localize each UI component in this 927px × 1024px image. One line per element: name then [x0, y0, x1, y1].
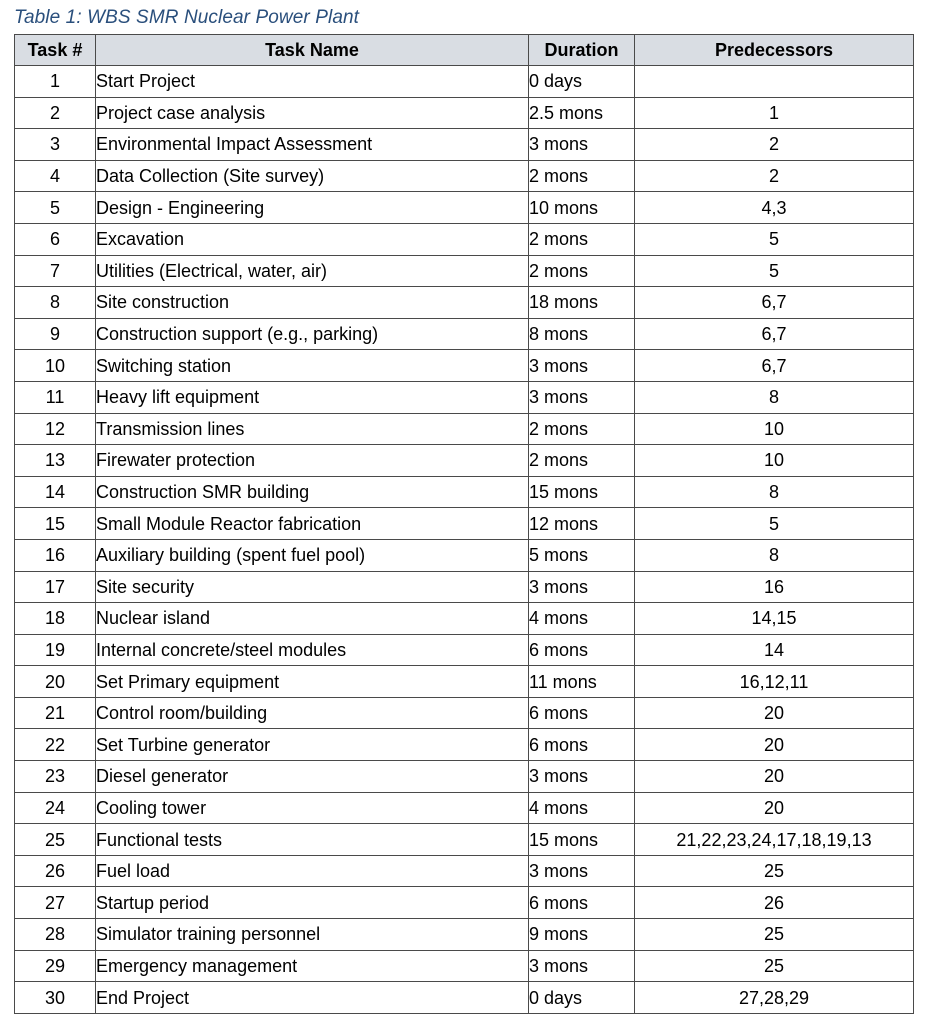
task-name-cell: Data Collection (Site survey) — [96, 160, 529, 192]
predecessors-cell — [635, 66, 914, 98]
header-task-name: Task Name — [96, 35, 529, 66]
duration-cell: 12 mons — [529, 508, 635, 540]
predecessors-cell: 5 — [635, 508, 914, 540]
duration-cell: 15 mons — [529, 476, 635, 508]
table-caption: Table 1: WBS SMR Nuclear Power Plant — [14, 7, 360, 28]
task-number-cell: 9 — [15, 318, 96, 350]
table-row — [15, 792, 914, 824]
header-predecessors: Predecessors — [635, 35, 914, 66]
task-name-cell: Switching station — [96, 350, 529, 382]
task-number-cell: 13 — [15, 445, 96, 477]
header-task-number: Task # — [15, 35, 96, 66]
task-number-cell: 26 — [15, 855, 96, 887]
duration-cell: 9 mons — [529, 919, 635, 951]
table-row — [15, 603, 914, 635]
task-name-cell: Set Primary equipment — [96, 666, 529, 698]
task-number-cell: 15 — [15, 508, 96, 540]
duration-cell: 2 mons — [529, 160, 635, 192]
task-name-cell: Nuclear island — [96, 603, 529, 635]
table-row — [15, 887, 914, 919]
task-name-cell: Diesel generator — [96, 761, 529, 793]
task-number-cell: 22 — [15, 729, 96, 761]
predecessors-cell: 14 — [635, 634, 914, 666]
task-number-cell: 1 — [15, 66, 96, 98]
duration-cell: 3 mons — [529, 950, 635, 982]
predecessors-cell: 14,15 — [635, 603, 914, 635]
table-row — [15, 445, 914, 477]
table-body — [15, 66, 914, 1014]
duration-cell: 3 mons — [529, 129, 635, 161]
duration-cell: 3 mons — [529, 855, 635, 887]
table-row — [15, 318, 914, 350]
task-number-cell: 23 — [15, 761, 96, 793]
header-duration: Duration — [529, 35, 635, 66]
task-name-cell: Internal concrete/steel modules — [96, 634, 529, 666]
task-number-cell: 29 — [15, 950, 96, 982]
duration-cell: 6 mons — [529, 887, 635, 919]
duration-cell: 3 mons — [529, 381, 635, 413]
task-number-cell: 8 — [15, 287, 96, 319]
predecessors-cell: 25 — [635, 855, 914, 887]
task-number-cell: 20 — [15, 666, 96, 698]
task-number-cell: 5 — [15, 192, 96, 224]
table-row — [15, 223, 914, 255]
task-number-cell: 17 — [15, 571, 96, 603]
task-name-cell: Design - Engineering — [96, 192, 529, 224]
duration-cell: 11 mons — [529, 666, 635, 698]
task-name-cell: Auxiliary building (spent fuel pool) — [96, 539, 529, 571]
predecessors-cell: 26 — [635, 887, 914, 919]
table-row — [15, 539, 914, 571]
task-name-cell: Set Turbine generator — [96, 729, 529, 761]
task-name-cell: Cooling tower — [96, 792, 529, 824]
duration-cell: 18 mons — [529, 287, 635, 319]
table-row — [15, 855, 914, 887]
predecessors-cell: 25 — [635, 950, 914, 982]
predecessors-cell: 4,3 — [635, 192, 914, 224]
table-row — [15, 982, 914, 1014]
task-name-cell: End Project — [96, 982, 529, 1014]
task-number-cell: 24 — [15, 792, 96, 824]
predecessors-cell: 8 — [635, 381, 914, 413]
duration-cell: 3 mons — [529, 761, 635, 793]
predecessors-cell: 16,12,11 — [635, 666, 914, 698]
table-row — [15, 824, 914, 856]
predecessors-cell: 5 — [635, 255, 914, 287]
table-row — [15, 919, 914, 951]
task-name-cell: Construction support (e.g., parking) — [96, 318, 529, 350]
duration-cell: 6 mons — [529, 697, 635, 729]
predecessors-cell: 10 — [635, 445, 914, 477]
task-number-cell: 18 — [15, 603, 96, 635]
predecessors-cell: 6,7 — [635, 318, 914, 350]
duration-cell: 8 mons — [529, 318, 635, 350]
task-number-cell: 27 — [15, 887, 96, 919]
task-name-cell: Site construction — [96, 287, 529, 319]
predecessors-cell: 8 — [635, 476, 914, 508]
task-number-cell: 25 — [15, 824, 96, 856]
predecessors-cell: 6,7 — [635, 350, 914, 382]
header-row — [15, 35, 914, 66]
table-row — [15, 634, 914, 666]
table-row — [15, 287, 914, 319]
predecessors-cell: 10 — [635, 413, 914, 445]
task-name-cell: Utilities (Electrical, water, air) — [96, 255, 529, 287]
predecessors-cell: 16 — [635, 571, 914, 603]
table-row — [15, 571, 914, 603]
table-row — [15, 729, 914, 761]
duration-cell: 2 mons — [529, 413, 635, 445]
task-number-cell: 6 — [15, 223, 96, 255]
table-row — [15, 761, 914, 793]
table-row — [15, 66, 914, 98]
task-name-cell: Excavation — [96, 223, 529, 255]
task-number-cell: 4 — [15, 160, 96, 192]
task-number-cell: 10 — [15, 350, 96, 382]
task-name-cell: Start Project — [96, 66, 529, 98]
predecessors-cell: 20 — [635, 792, 914, 824]
table-row — [15, 97, 914, 129]
duration-cell: 2.5 mons — [529, 97, 635, 129]
task-name-cell: Startup period — [96, 887, 529, 919]
task-name-cell: Site security — [96, 571, 529, 603]
wbs-table — [14, 34, 914, 1014]
table-row — [15, 129, 914, 161]
predecessors-cell: 2 — [635, 160, 914, 192]
duration-cell: 0 days — [529, 66, 635, 98]
task-name-cell: Small Module Reactor fabrication — [96, 508, 529, 540]
duration-cell: 6 mons — [529, 634, 635, 666]
table-row — [15, 476, 914, 508]
task-name-cell: Fuel load — [96, 855, 529, 887]
predecessors-cell: 20 — [635, 761, 914, 793]
duration-cell: 0 days — [529, 982, 635, 1014]
predecessors-cell: 6,7 — [635, 287, 914, 319]
duration-cell: 4 mons — [529, 603, 635, 635]
task-name-cell: Heavy lift equipment — [96, 381, 529, 413]
predecessors-cell: 5 — [635, 223, 914, 255]
table-row — [15, 666, 914, 698]
duration-cell: 3 mons — [529, 571, 635, 603]
predecessors-cell: 27,28,29 — [635, 982, 914, 1014]
predecessors-cell: 8 — [635, 539, 914, 571]
task-number-cell: 14 — [15, 476, 96, 508]
table-row — [15, 255, 914, 287]
table-row — [15, 697, 914, 729]
task-number-cell: 28 — [15, 919, 96, 951]
duration-cell: 5 mons — [529, 539, 635, 571]
duration-cell: 15 mons — [529, 824, 635, 856]
task-name-cell: Simulator training personnel — [96, 919, 529, 951]
predecessors-cell: 21,22,23,24,17,18,19,13 — [635, 824, 914, 856]
table-row — [15, 950, 914, 982]
table-row — [15, 160, 914, 192]
task-name-cell: Construction SMR building — [96, 476, 529, 508]
task-name-cell: Firewater protection — [96, 445, 529, 477]
predecessors-cell: 20 — [635, 697, 914, 729]
task-number-cell: 3 — [15, 129, 96, 161]
task-name-cell: Project case analysis — [96, 97, 529, 129]
task-number-cell: 19 — [15, 634, 96, 666]
duration-cell: 2 mons — [529, 445, 635, 477]
task-number-cell: 21 — [15, 697, 96, 729]
predecessors-cell: 1 — [635, 97, 914, 129]
duration-cell: 4 mons — [529, 792, 635, 824]
duration-cell: 6 mons — [529, 729, 635, 761]
task-name-cell: Emergency management — [96, 950, 529, 982]
task-number-cell: 16 — [15, 539, 96, 571]
table-row — [15, 350, 914, 382]
predecessors-cell: 25 — [635, 919, 914, 951]
task-name-cell: Functional tests — [96, 824, 529, 856]
table-row — [15, 413, 914, 445]
predecessors-cell: 2 — [635, 129, 914, 161]
task-number-cell: 11 — [15, 381, 96, 413]
task-number-cell: 2 — [15, 97, 96, 129]
predecessors-cell: 20 — [635, 729, 914, 761]
table-row — [15, 381, 914, 413]
task-number-cell: 12 — [15, 413, 96, 445]
task-number-cell: 7 — [15, 255, 96, 287]
task-name-cell: Transmission lines — [96, 413, 529, 445]
table-row — [15, 192, 914, 224]
duration-cell: 2 mons — [529, 223, 635, 255]
duration-cell: 2 mons — [529, 255, 635, 287]
task-name-cell: Control room/building — [96, 697, 529, 729]
task-number-cell: 30 — [15, 982, 96, 1014]
duration-cell: 10 mons — [529, 192, 635, 224]
task-name-cell: Environmental Impact Assessment — [96, 129, 529, 161]
duration-cell: 3 mons — [529, 350, 635, 382]
table-row — [15, 508, 914, 540]
